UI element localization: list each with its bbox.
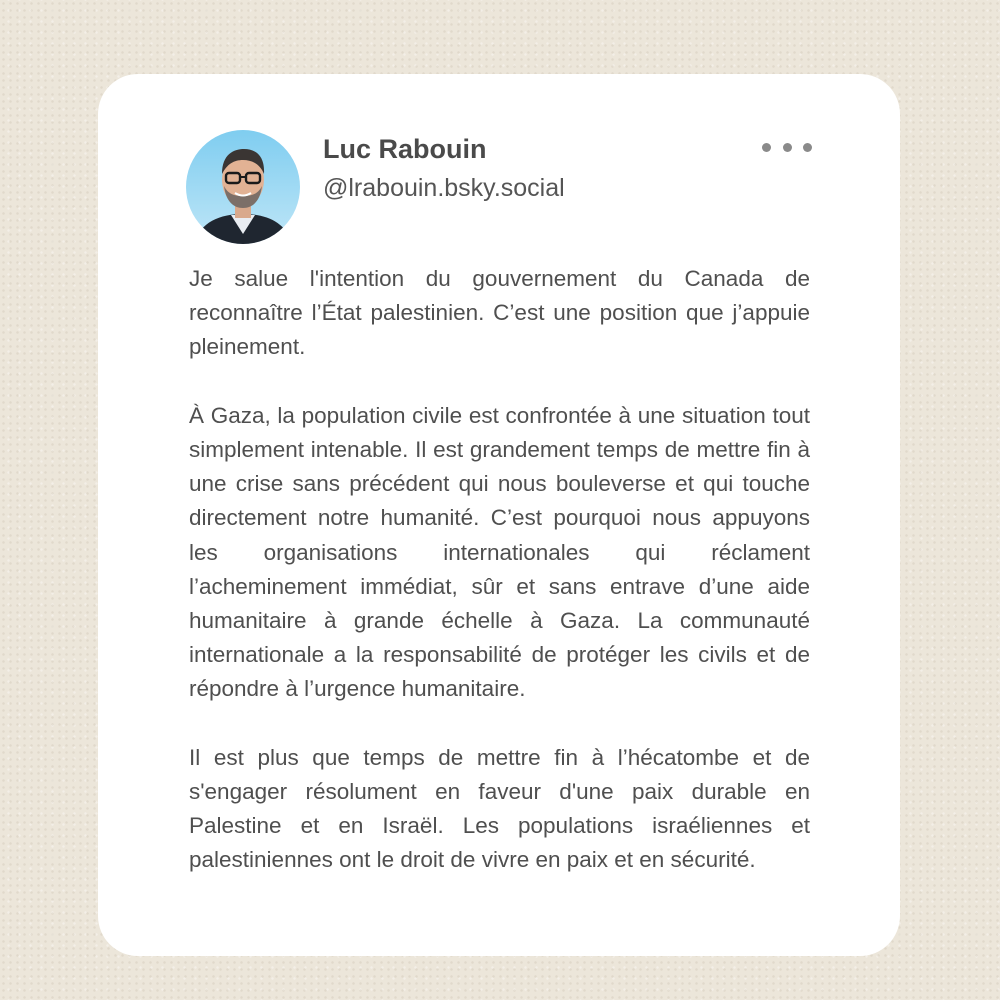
avatar[interactable] xyxy=(186,130,300,244)
post-card xyxy=(98,74,900,956)
post-paragraph: À Gaza, la population civile est confrontée à une situation tout simplement intenable. Il est grandement temps de mettre fin à une crise sans précédent qui nous bouleverse et qui touche directement notre humanité. C’est pourquoi nous appuyons les organisations internationales qui réclament l’acheminement immédiat, sûr et sans entrave d’une aide humanitaire à grande échelle à Gaza. La communauté internationale a la responsabilité de protéger les civils et de répondre à l’urgence humanitaire. xyxy=(189,402,810,702)
more-horizontal-icon xyxy=(762,143,771,152)
author-handle[interactable]: @lrabouin.bsky.social xyxy=(323,174,565,202)
post-paragraph: Il est plus que temps de mettre fin à l’hécatombe et de s'engager résolument en faveur d'une paix durable en Palestine et en Israël. Les populations israéliennes et palestiniennes ont le droit de vivre en paix et en sécurité. xyxy=(189,744,810,873)
post-paragraph: Je salue l'intention du gouvernement du Canada de reconnaître l’État palestinien. C’est une position que j’appuie pleinement. xyxy=(189,266,810,360)
more-horizontal-icon xyxy=(803,143,812,152)
post-text xyxy=(189,262,810,878)
more-options-button[interactable] xyxy=(762,136,812,158)
author-display-name[interactable]: Luc Rabouin xyxy=(323,134,487,164)
more-horizontal-icon xyxy=(783,143,792,152)
avatar-image xyxy=(186,130,300,244)
